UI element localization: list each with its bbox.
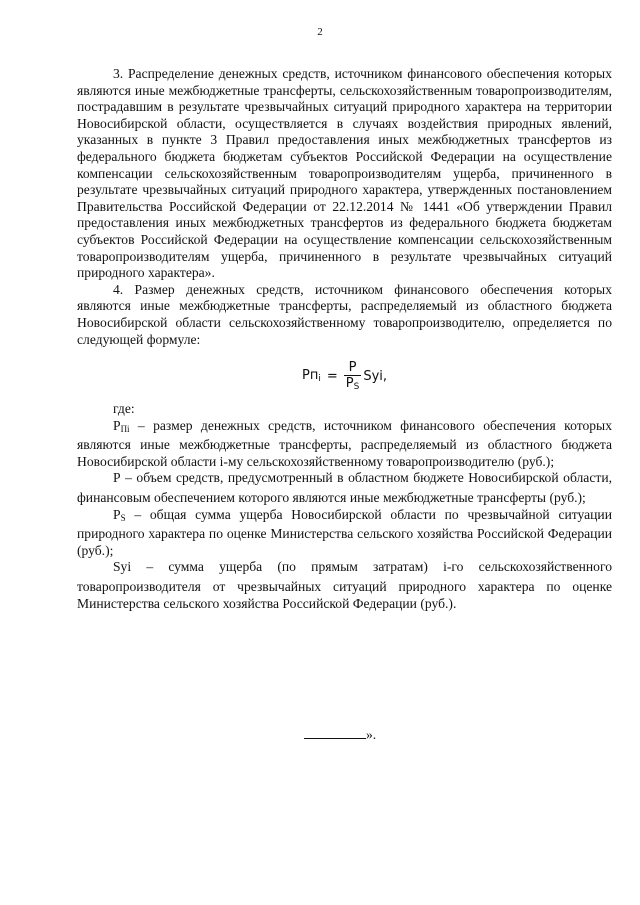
closing-line: [304, 727, 376, 743]
definition-item: Syi – сумма ущерба (по прямым затратам) i-го сельскохозяйственного товаропроизводителя от чрезвычайных ситуаций природного характера по оценке Министерства сельского хозяйства Российской Федерации (руб.).: [77, 559, 612, 611]
formula-lhs: $Pп_i$: [301, 367, 321, 384]
formula: [77, 360, 612, 395]
definition-item: $P_S$ – общая сумма ущерба Новосибирской области по чрезвычайной ситуации природного характера по оценке Министерства сельского хозяйства Российской Федерации (руб.);: [77, 506, 612, 558]
formula-fraction: [344, 360, 362, 395]
formula-numerator: P: [348, 360, 357, 376]
formula-multiplier: Syi,: [363, 369, 388, 385]
closing-mark: ».: [366, 727, 377, 742]
blank-underline: [304, 727, 366, 739]
paragraph-3: 3. Распределение денежных средств, источником финансового обеспечения которых являются иные межбюджетные трансферты, сельскохозяйственным товаропроизводителям, пострадавшим в результате чрезвычайных ситуаций природного характера на территории Новосибирской области, осуществляется в случаях воздействия природных явлений, указанных в пункте 3 Правил предоставления иных межбюджетных трансфертов из федерального бюджета бюджетам субъектов Российской Федерации на осуществление компенсации сельскохозяйственным товаропроизводителям ущерба, причиненного в результате чрезвычайных ситуаций природного характера, утвержденных постановлением Правительства Российской Федерации от 22.12.2014 № 1441 «Об утверждении Правил предоставления иных межбюджетных трансфертов из федерального бюджета бюджетам субъектов Российской Федерации на осуществление компенсации сельскохозяйственным товаропроизводителям ущерба, причиненного в результате чрезвычайных ситуаций природного характера».: [77, 66, 612, 281]
definition-item: $P_{Пi}$ – размер денежных средств, источником финансового обеспечения которых являются иные межбюджетные трансферты, распределяемый из областного бюджета Новосибирской области i-му сельскохозяйственному товаропроизводителю (руб.);: [77, 417, 612, 469]
page-number: 2: [317, 26, 323, 38]
formula-equals: =: [326, 369, 338, 385]
document-body: [77, 66, 612, 612]
formula-denominator: $P_S$: [344, 375, 362, 395]
paragraph-4: 4. Размер денежных средств, источником финансового обеспечения которых являются иные межбюджетные трансферты, распределяемый из областного бюджета Новосибирской области сельскохозяйственному товаропроизводителю, определяется по следующей формуле:: [77, 281, 612, 347]
where-label: где:: [113, 401, 135, 417]
definition-item: P – объем средств, предусмотренный в областном бюджете Новосибирской области, финансовым обеспечением которого являются иные межбюджетные трансферты (руб.);: [77, 470, 612, 506]
